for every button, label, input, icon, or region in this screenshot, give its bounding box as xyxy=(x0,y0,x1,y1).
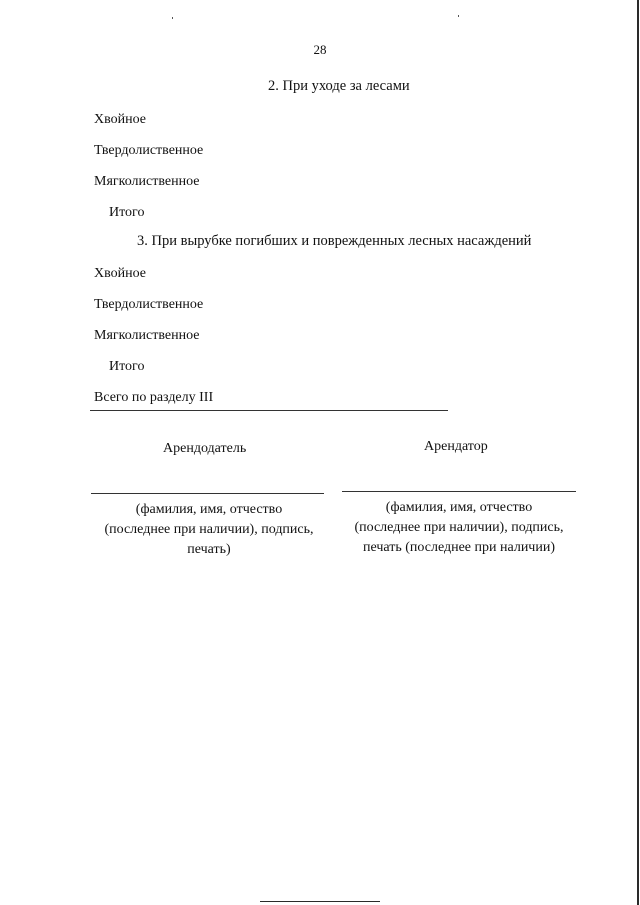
lessor-signature-caption xyxy=(86,500,332,560)
table-bottom-rule xyxy=(90,410,448,411)
page-number: 28 xyxy=(313,42,327,57)
section3-row-label: Хвойное xyxy=(94,266,146,281)
scan-edge-bottom xyxy=(260,901,380,902)
lessor-caption-line: (фамилия, имя, отчество xyxy=(135,502,283,517)
lessee-caption-line: печать (последнее при наличии) xyxy=(362,540,555,555)
scan-speck xyxy=(458,15,459,17)
section2-row-label: Хвойное xyxy=(94,112,146,127)
lessor-caption-line: (последнее при наличии), подпись, xyxy=(104,522,314,537)
section2-row-label: Мягколиственное xyxy=(94,174,200,189)
section2-heading: 2. При уходе за лесами xyxy=(268,78,410,94)
lessee-signature-line xyxy=(342,491,576,492)
lessee-title: Арендатор xyxy=(424,439,488,454)
lessee-signature-caption xyxy=(336,498,582,558)
section3-total-label: Итого xyxy=(109,359,145,374)
section3-row-label: Мягколиственное xyxy=(94,328,200,343)
lessor-title: Арендодатель xyxy=(163,441,247,456)
section2-total-label: Итого xyxy=(109,205,145,220)
scan-edge xyxy=(637,0,639,905)
lessee-caption-line: (последнее при наличии), подпись, xyxy=(354,520,564,535)
section3-row-label: Твердолиственное xyxy=(94,297,204,312)
section2-row-label: Твердолиственное xyxy=(94,143,204,158)
lessor-signature-line xyxy=(91,493,324,494)
grand-total-label: Всего по разделу III xyxy=(94,390,214,405)
scan-speck xyxy=(172,17,173,19)
lessee-caption-line: (фамилия, имя, отчество xyxy=(385,500,533,515)
section3-heading: 3. При вырубке погибших и поврежденных лесных насаждений xyxy=(137,233,532,249)
lessor-caption-line: печать) xyxy=(187,542,231,557)
